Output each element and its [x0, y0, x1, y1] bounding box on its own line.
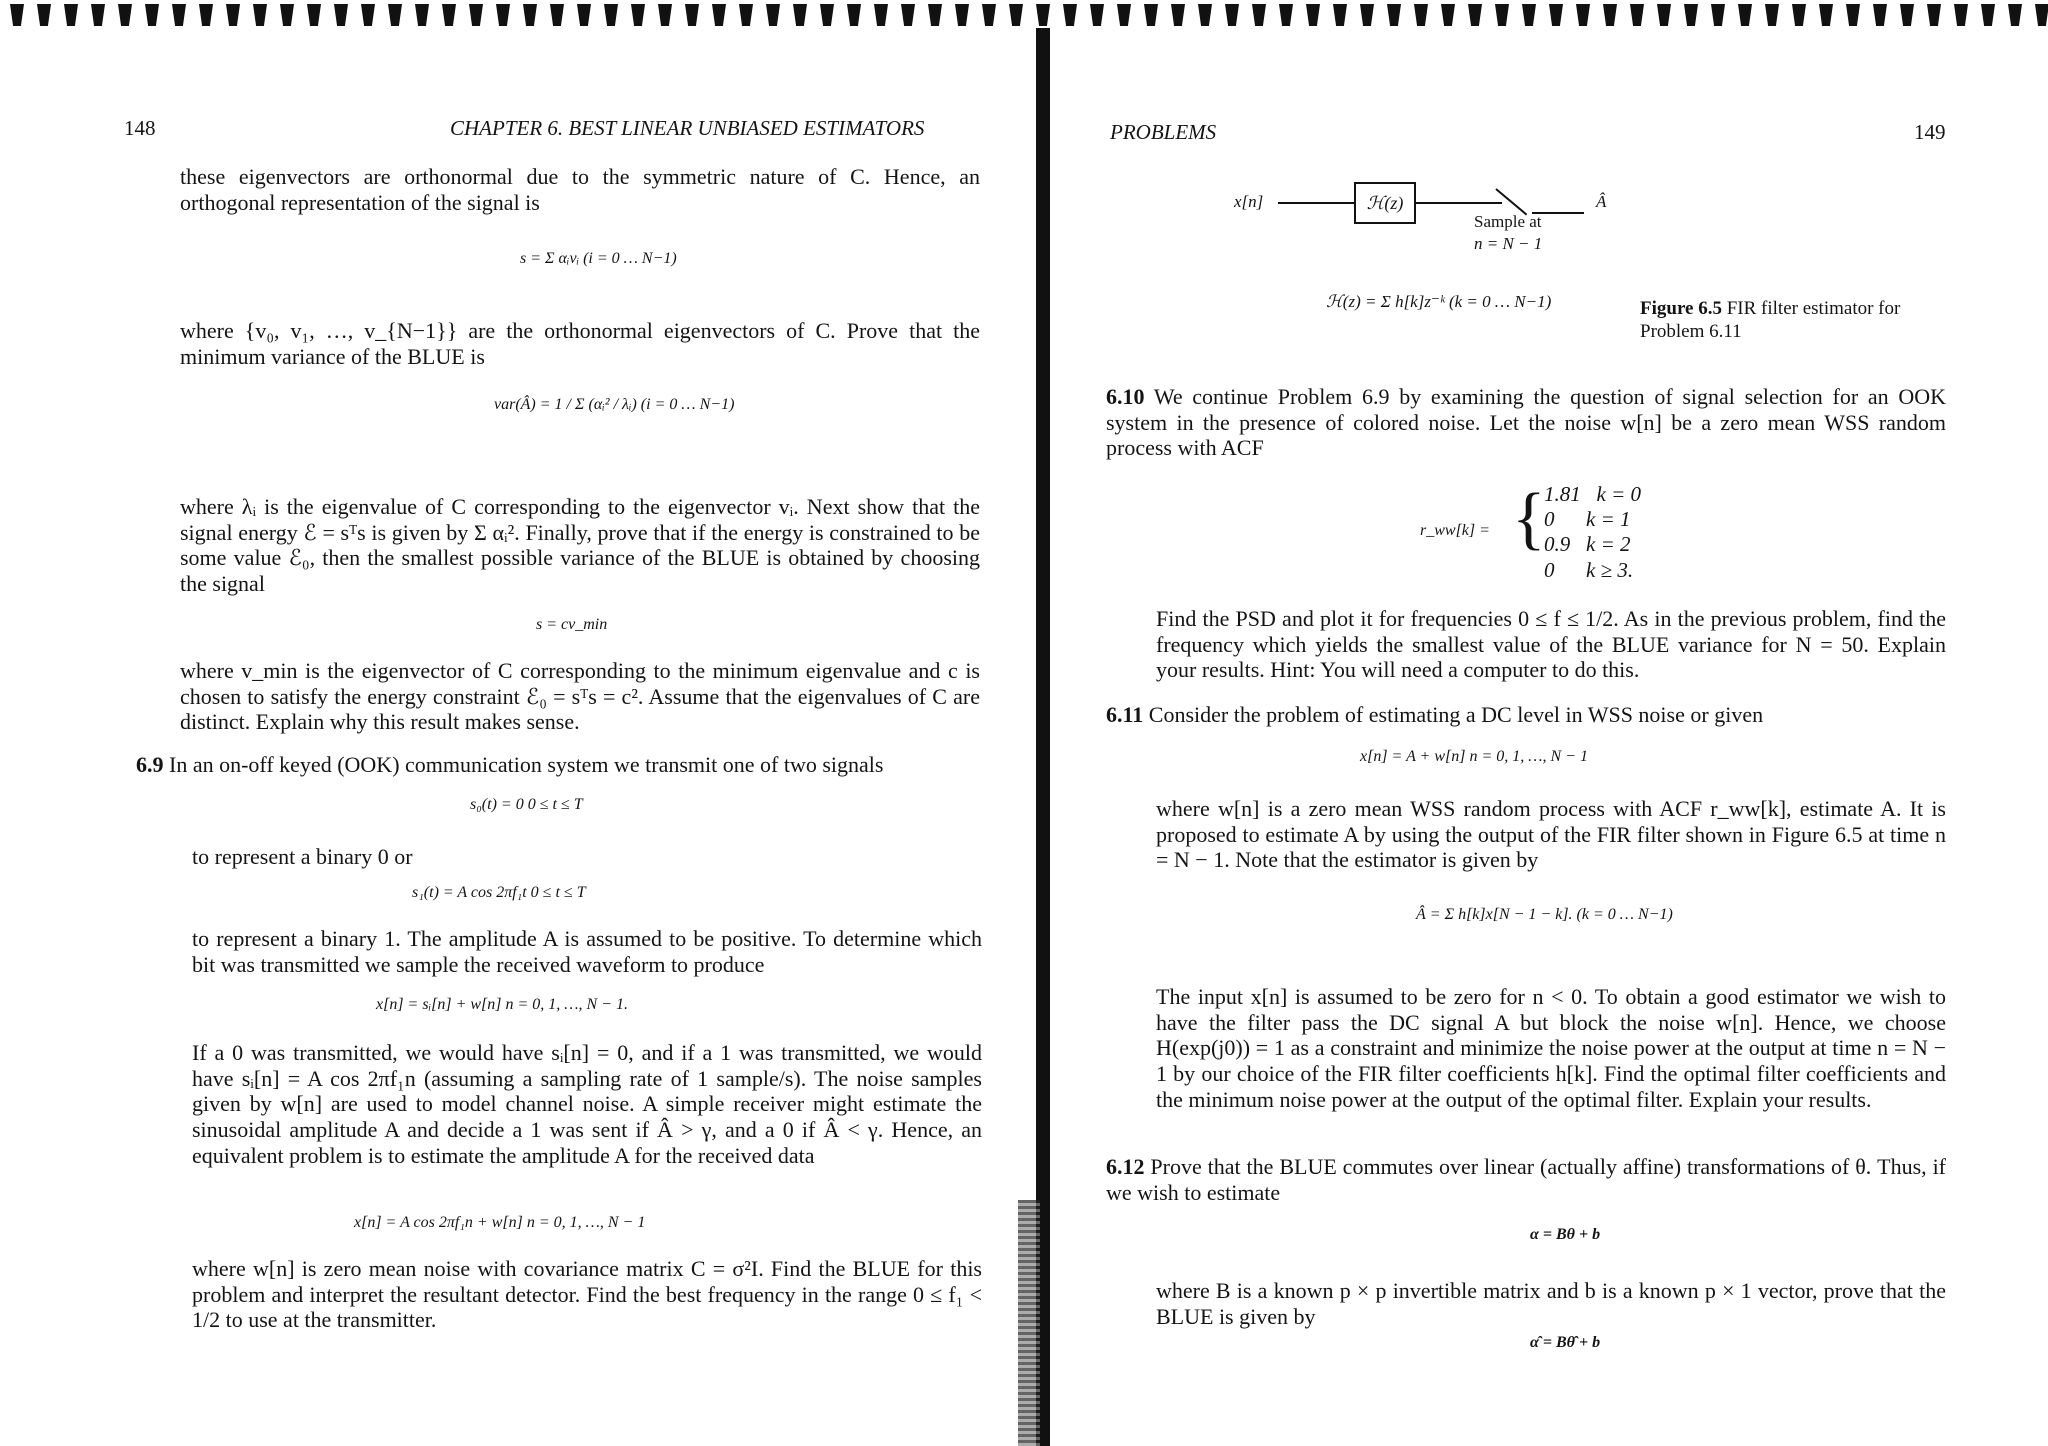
problem-6-9 — [136, 752, 986, 778]
spine-shadow — [1018, 1200, 1040, 1446]
sample-label: Sample at — [1474, 212, 1542, 231]
binding-mark — [37, 4, 51, 26]
signal-line — [1278, 202, 1354, 204]
equation: var(Â) = 1 / Σ (αᵢ² / λᵢ) (i = 0 … N−1) — [494, 396, 735, 413]
binding-mark — [1819, 4, 1833, 26]
page-number: 148 — [124, 116, 156, 140]
problem-text: Consider the problem of estimating a DC level in WSS noise or given — [1148, 702, 1764, 727]
filter-block: ℋ(z) — [1354, 182, 1416, 224]
binding-mark — [1792, 4, 1806, 26]
binding-mark — [307, 4, 321, 26]
binding-mark — [901, 4, 915, 26]
problem-number: 6.9 — [136, 752, 164, 777]
binding-mark — [1144, 4, 1158, 26]
binding-mark — [820, 4, 834, 26]
binding-mark — [415, 4, 429, 26]
binding-mark — [2035, 4, 2048, 26]
binding-mark — [1306, 4, 1320, 26]
binding-mark — [1360, 4, 1374, 26]
paragraph: where w[n] is a zero mean WSS random process with ACF r_ww[k], estimate A. It is proposed to estimate A by using the output of the FIR filter shown in Figure 6.5 at time n = N − 1. Note that the estimator is given by — [1156, 796, 1946, 873]
binding-mark — [550, 4, 564, 26]
paragraph: where λᵢ is the eigenvalue of C corresponding to the eigenvector vᵢ. Next show that the signal energy ℰ = sᵀs is given by Σ αᵢ². Finally, prove that if the energy is constrained to be some value ℰ₀, then the smallest possible variance of the BLUE is obtained by choosing the signal — [180, 494, 980, 597]
binding-mark — [1252, 4, 1266, 26]
binding-mark — [955, 4, 969, 26]
binding-mark — [1495, 4, 1509, 26]
binding-mark — [1927, 4, 1941, 26]
equation: s₀(t) = 0 0 ≤ t ≤ T — [470, 796, 583, 813]
problem-number: 6.12 — [1106, 1154, 1145, 1179]
binding-mark — [1711, 4, 1725, 26]
acf-row: 0 k ≥ 3. — [1544, 557, 1634, 582]
paragraph: where {v₀, v₁, …, v_{N−1}} are the orthonormal eigenvectors of C. Prove that the minimum variance of the BLUE is — [180, 318, 980, 369]
binding-mark — [523, 4, 537, 26]
equation: s = cv_min — [536, 616, 608, 633]
binding-mark — [766, 4, 780, 26]
binding-mark — [1441, 4, 1455, 26]
paragraph: where B is a known p × p invertible matrix and b is a known p × 1 vector, prove that the BLUE is given by — [1156, 1278, 1946, 1329]
equation: α̂ = Bθ̂ + b — [1530, 1334, 1601, 1351]
binding-mark — [1468, 4, 1482, 26]
problem-text: Prove that the BLUE commutes over linear (actually affine) transformations of θ. Thus, if we wish to estimate — [1106, 1154, 1947, 1205]
brace: { — [1512, 480, 1546, 557]
binding-mark — [2008, 4, 2022, 26]
sample-label: n = N − 1 — [1474, 234, 1543, 253]
binding-mark — [442, 4, 456, 26]
binding-mark — [685, 4, 699, 26]
binding-mark — [1279, 4, 1293, 26]
binding-mark — [145, 4, 159, 26]
equation: s = Σ αᵢvᵢ (i = 0 … N−1) — [520, 250, 677, 267]
binding-mark — [64, 4, 78, 26]
equation: s₁(t) = A cos 2πf₁t 0 ≤ t ≤ T — [412, 884, 586, 901]
binding-mark — [1333, 4, 1347, 26]
equation: Â = Σ h[k]x[N − 1 − k]. (k = 0 … N−1) — [1416, 906, 1673, 923]
binding-mark — [91, 4, 105, 26]
binding-mark — [1387, 4, 1401, 26]
binding-mark — [1657, 4, 1671, 26]
fig-input-label: x[n] — [1234, 192, 1264, 211]
binding-mark — [1414, 4, 1428, 26]
binding-mark — [1603, 4, 1617, 26]
binding-mark — [631, 4, 645, 26]
acf-row: 1.81 k = 0 — [1544, 482, 1641, 506]
binding-mark — [1063, 4, 1077, 26]
paragraph: to represent a binary 1. The amplitude A is assumed to be positive. To determine which bit was transmitted we sample the received waveform to produce — [192, 926, 982, 977]
binding-mark — [226, 4, 240, 26]
binding-mark — [388, 4, 402, 26]
binding-mark — [1117, 4, 1131, 26]
problem-text: We continue Problem 6.9 by examining the question of signal selection for an OOK system in the presence of colored noise. Let the noise w[n] be a zero mean WSS random process with ACF — [1106, 384, 1946, 461]
binding-mark — [1009, 4, 1023, 26]
binding-mark — [1522, 4, 1536, 26]
binding-mark — [10, 4, 24, 26]
binding-mark — [604, 4, 618, 26]
binding-mark — [739, 4, 753, 26]
problem-6-10 — [1106, 384, 1946, 461]
binding-mark — [1981, 4, 1995, 26]
binding-mark — [1090, 4, 1104, 26]
binding-mark — [1576, 4, 1590, 26]
binding-mark — [928, 4, 942, 26]
acf-row: 0 k = 1 — [1544, 507, 1631, 532]
binding-mark — [1846, 4, 1860, 26]
problem-6-12 — [1106, 1154, 1946, 1205]
binding-mark — [712, 4, 726, 26]
problem-number: 6.10 — [1106, 384, 1145, 409]
binding-mark — [874, 4, 888, 26]
binding-mark — [1630, 4, 1644, 26]
binding-mark — [577, 4, 591, 26]
paragraph: If a 0 was transmitted, we would have sᵢ[n] = 0, and if a 1 was transmitted, we would have sᵢ[n] = A cos 2πf₁n (assuming a sampling rate of 1 sample/s). The noise samples given by w[n] are used to model channel noise. A simple receiver might estimate the sinusoidal amplitude A and decide a 1 was sent if Â > γ, and a 0 if Â < γ. Hence, an equivalent problem is to estimate the amplitude A for the received data — [192, 1040, 982, 1168]
acf-lhs: r_ww[k] = — [1420, 522, 1490, 539]
binding-mark — [1684, 4, 1698, 26]
binding-mark — [118, 4, 132, 26]
equation: x[n] = sᵢ[n] + w[n] n = 0, 1, …, N − 1. — [376, 996, 628, 1013]
binding-mark — [658, 4, 672, 26]
equation: α = Bθ + b — [1530, 1226, 1601, 1243]
fig-equation: ℋ(z) = Σ h[k]z⁻ᵏ (k = 0 … N−1) — [1326, 292, 1552, 311]
binding-mark — [1954, 4, 1968, 26]
figure-label: Figure 6.5 — [1640, 298, 1722, 319]
problem-6-11 — [1106, 702, 1946, 728]
signal-line — [1414, 202, 1502, 204]
paragraph: The input x[n] is assumed to be zero for n < 0. To obtain a good estimator we wish to have the filter pass the DC signal A but block the noise w[n]. Hence, we choose H(exp(j0)) = 1 as a constraint and minimize the noise power at the output at time n = N − 1 by our choice of the FIR filter coefficients h[k]. Find the optimal filter coefficients and the minimum noise power at the output of the optimal filter. Explain your results. — [1156, 984, 1946, 1112]
paragraph: where v_min is the eigenvector of C corresponding to the minimum eigenvalue and c is chosen to satisfy the energy constraint ℰ₀ = sᵀs = c². Assume that the eigenvalues of C are distinct. Explain why this result makes sense. — [180, 658, 980, 735]
binding-mark — [1738, 4, 1752, 26]
binding-mark — [1036, 4, 1050, 26]
binding-mark — [1225, 4, 1239, 26]
binding-mark — [1171, 4, 1185, 26]
paragraph: to represent a binary 0 or — [192, 844, 413, 869]
binding-mark — [1900, 4, 1914, 26]
binding-mark — [793, 4, 807, 26]
fig-output-label: Â — [1596, 192, 1607, 211]
binding-mark — [1549, 4, 1563, 26]
binding-mark — [1873, 4, 1887, 26]
binding-mark — [496, 4, 510, 26]
binding-mark — [280, 4, 294, 26]
binding-mark — [253, 4, 267, 26]
binding-mark — [469, 4, 483, 26]
equation: x[n] = A cos 2πf₁n + w[n] n = 0, 1, …, N − 1 — [354, 1214, 646, 1231]
equation: x[n] = A + w[n] n = 0, 1, …, N − 1 — [1360, 748, 1588, 765]
paragraph: where w[n] is zero mean noise with covariance matrix C = σ²I. Find the BLUE for this problem and interpret the resultant detector. Find the best frequency in the range 0 ≤ f₁ < 1/2 to use at the transmitter. — [192, 1256, 982, 1333]
running-head: PROBLEMS — [1110, 120, 1217, 144]
figure-caption — [1640, 298, 1950, 344]
binding-mark — [1765, 4, 1779, 26]
binding-mark — [1198, 4, 1212, 26]
paragraph: Find the PSD and plot it for frequencies 0 ≤ f ≤ 1/2. As in the previous problem, find the frequency which yields the smallest value of the BLUE variance for N = 50. Explain your results. Hint: You will need a computer to do this. — [1156, 606, 1946, 683]
page-number: 149 — [1914, 120, 1946, 144]
binding-mark — [361, 4, 375, 26]
figure-caption-text: FIR filter estimator for Problem 6.11 — [1640, 298, 1901, 342]
binding-mark — [199, 4, 213, 26]
binding-edge — [0, 0, 2048, 40]
paragraph: these eigenvectors are orthonormal due to the symmetric nature of C. Hence, an orthogonal representation of the signal is — [180, 164, 980, 215]
problem-text: In an on-off keyed (OOK) communication system we transmit one of two signals — [169, 752, 884, 777]
running-head: CHAPTER 6. BEST LINEAR UNBIASED ESTIMATORS — [450, 116, 925, 140]
binding-mark — [334, 4, 348, 26]
binding-mark — [982, 4, 996, 26]
binding-mark — [172, 4, 186, 26]
acf-row: 0.9 k = 2 — [1544, 532, 1631, 557]
binding-mark — [847, 4, 861, 26]
problem-number: 6.11 — [1106, 702, 1144, 727]
